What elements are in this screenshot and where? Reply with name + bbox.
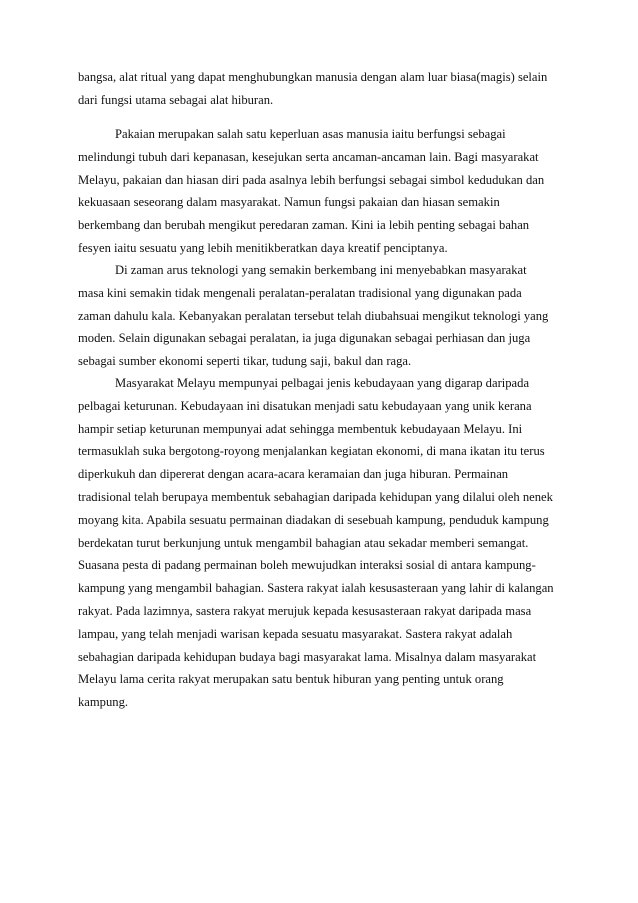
paragraph-line: lampau, yang telah menjadi warisan kepada sesuatu masyarakat. Sastera rakyat adalah bbox=[78, 626, 513, 641]
paragraph-line: tradisional telah berupaya membentuk sebahagian daripada kehidupan yang dilalui oleh nenek bbox=[78, 489, 553, 504]
paragraph-line: berkembang dan berubah mengikut peredaran zaman. Kini ia lebih penting sebagai bahan bbox=[78, 218, 530, 233]
paragraph-3 bbox=[78, 259, 548, 373]
paragraph-line: sebahagian daripada kehidupan budaya bagi masyarakat lama. Misalnya dalam masyarakat bbox=[78, 649, 537, 664]
paragraph-2 bbox=[78, 123, 544, 260]
paragraph-line: hampir setiap keturunan mempunyai adat sehingga membentuk kebudayaan Melayu. Ini bbox=[78, 421, 523, 436]
paragraph-line: pelbagai keturunan. Kebudayaan ini disatukan menjadi satu kebudayaan yang unik kerana bbox=[78, 398, 532, 413]
paragraph-line: moden. Selain digunakan sebagai peralatan, ia juga digunakan sebagai perhiasan dan juga bbox=[78, 331, 531, 346]
paragraph-line: rakyat. Pada lazimnya, sastera rakyat merujuk kepada kesusasteraan rakyat daripada masa bbox=[78, 603, 532, 618]
paragraph-4 bbox=[78, 372, 554, 714]
paragraph-line: fesyen iaitu sesuatu yang lebih menitikberatkan daya kreatif penciptanya. bbox=[78, 240, 448, 255]
paragraph-line: termasuklah suka bergotong-royong menjalankan kegiatan ekonomi, di mana ikatan itu terus bbox=[78, 444, 545, 459]
paragraph-line: Di zaman arus teknologi yang semakin berkembang ini menyebabkan masyarakat bbox=[115, 263, 527, 277]
paragraph-line: Masyarakat Melayu mempunyai pelbagai jenis kebudayaan yang digarap daripada bbox=[115, 376, 530, 390]
paragraph-line: moyang kita. Apabila sesuatu permainan diadakan di sesebuah kampung, penduduk kampung bbox=[78, 512, 549, 527]
paragraph-line: dari fungsi utama sebagai alat hiburan. bbox=[78, 92, 274, 107]
paragraph-line: bangsa, alat ritual yang dapat menghubungkan manusia dengan alam luar biasa(magis) selain bbox=[78, 70, 548, 84]
paragraph-line: kampung yang mengambil bahagian. Sastera rakyat ialah kesusasteraan yang lahir di kalangan bbox=[78, 581, 554, 596]
paragraph-line: berdekatan turut berkunjung untuk mengambil bahagian atau sekadar memberi semangat. bbox=[78, 535, 529, 550]
paragraph-1 bbox=[78, 66, 547, 112]
paragraph-line: diperkukuh dan dipererat dengan acara-acara keramaian dan juga hiburan. Permainan bbox=[78, 467, 509, 482]
paragraph-line: masa kini semakin tidak mengenali peralatan-peralatan tradisional yang digunakan pada bbox=[78, 285, 522, 300]
paragraph-line: zaman dahulu kala. Kebanyakan peralatan tersebut telah diubahsuai mengikut teknologi yang bbox=[78, 308, 549, 323]
paragraph-line: Melayu lama cerita rakyat merupakan satu bentuk hiburan yang penting untuk orang bbox=[78, 672, 504, 687]
paragraph-line: Melayu, pakaian dan hiasan diri pada asalnya lebih berfungsi sebagai simbol kedudukan dan bbox=[78, 172, 545, 187]
paragraph-line: melindungi tubuh dari kepanasan, kesejukan serta ancaman-ancaman lain. Bagi masyarakat bbox=[78, 149, 539, 164]
paragraph-line: Suasana pesta di padang permainan boleh mewujudkan interaksi sosial di antara kampung- bbox=[78, 558, 536, 573]
paragraph-line: kampung. bbox=[78, 695, 129, 710]
paragraph-line: kekuasaan seseorang dalam masyarakat. Namun fungsi pakaian dan hiasan semakin bbox=[78, 195, 500, 210]
paragraph-line: Pakaian merupakan salah satu keperluan asas manusia iaitu berfungsi sebagai bbox=[115, 127, 506, 141]
paragraph-line: sebagai sumber ekonomi seperti tikar, tudung saji, bakul dan raga. bbox=[78, 354, 412, 369]
